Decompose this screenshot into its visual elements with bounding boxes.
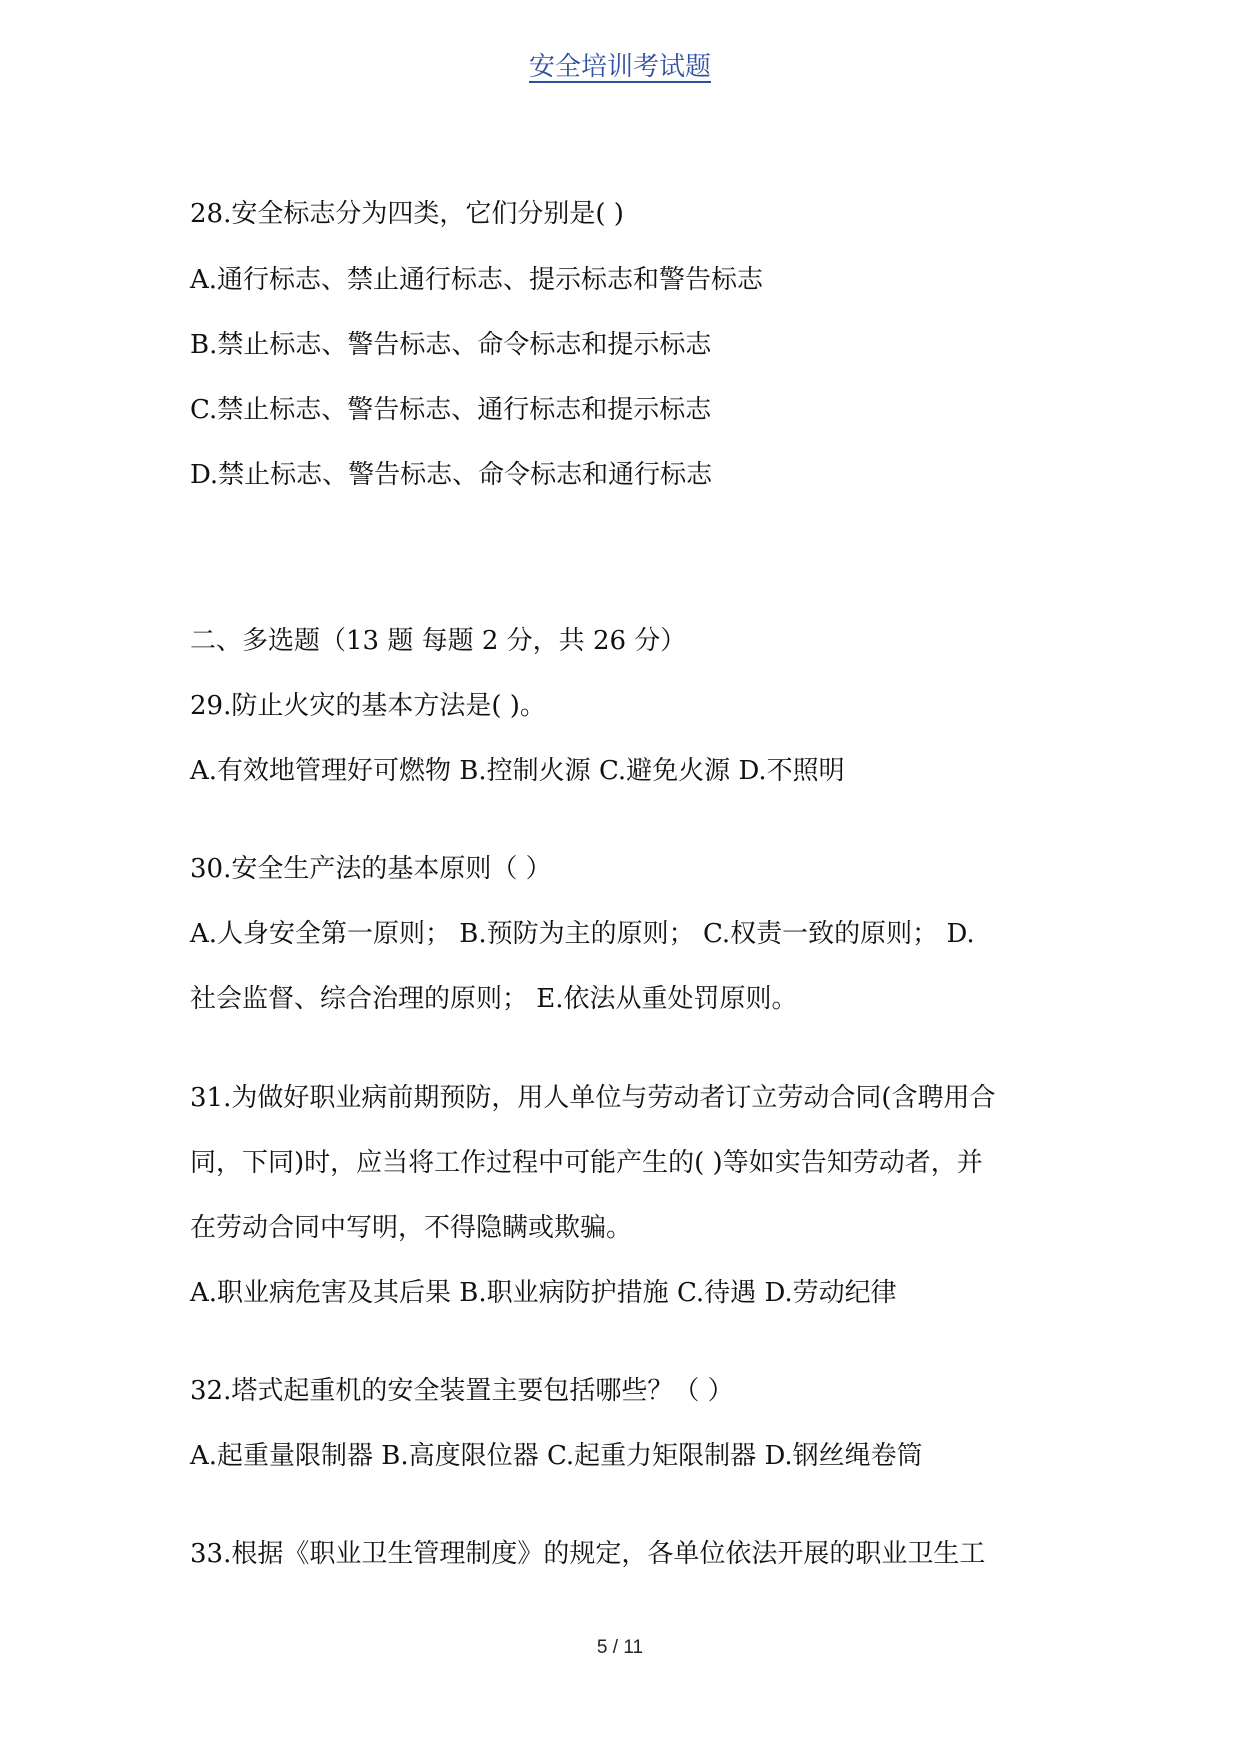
question-32-stem: 32.塔式起重机的安全装置主要包括哪些？（ ） [190, 1376, 734, 1406]
question-28-option-c: C.禁止标志、警告标志、通行标志和提示标志 [190, 395, 712, 425]
question-28-option-b: B.禁止标志、警告标志、命令标志和提示标志 [190, 330, 712, 360]
question-31-stem-line-1: 31.为做好职业病前期预防，用人单位与劳动者订立劳动合同(含聘用合 [190, 1083, 996, 1113]
question-30-options-line-1: A.人身安全第一原则； B.预防为主的原则； C.权责一致的原则； D. [190, 919, 975, 949]
section-heading-multiple-choice: 二、多选题（13 题 每题 2 分，共 26 分） [190, 626, 687, 656]
question-28-option-a: A.通行标志、禁止通行标志、提示标志和警告标志 [190, 265, 764, 295]
question-30-stem: 30.安全生产法的基本原则（ ） [190, 854, 552, 884]
question-29-options: A.有效地管理好可燃物 B.控制火源 C.避免火源 D.不照明 [190, 756, 845, 786]
page-number: 5 / 11 [596, 1637, 644, 1658]
page-header-title: 安全培训考试题 [528, 52, 711, 82]
question-33-stem-line-1: 33.根据《职业卫生管理制度》的规定，各单位依法开展的职业卫生工 [190, 1539, 986, 1569]
question-29-stem: 29.防止火灾的基本方法是( )。 [190, 691, 546, 721]
question-28-option-d: D.禁止标志、警告标志、命令标志和通行标志 [190, 460, 713, 490]
question-30-options-line-2: 社会监督、综合治理的原则； E.依法从重处罚原则。 [190, 984, 798, 1014]
question-28-stem: 28.安全标志分为四类，它们分别是( ) [190, 199, 624, 229]
question-31-options: A.职业病危害及其后果 B.职业病防护措施 C.待遇 D.劳动纪律 [190, 1278, 897, 1308]
question-32-options: A.起重量限制器 B.高度限位器 C.起重力矩限制器 D.钢丝绳卷筒 [190, 1441, 923, 1471]
question-31-stem-line-3: 在劳动合同中写明，不得隐瞒或欺骗。 [190, 1213, 633, 1243]
question-31-stem-line-2: 同，下同)时，应当将工作过程中可能产生的( )等如实告知劳动者，并 [190, 1148, 983, 1178]
